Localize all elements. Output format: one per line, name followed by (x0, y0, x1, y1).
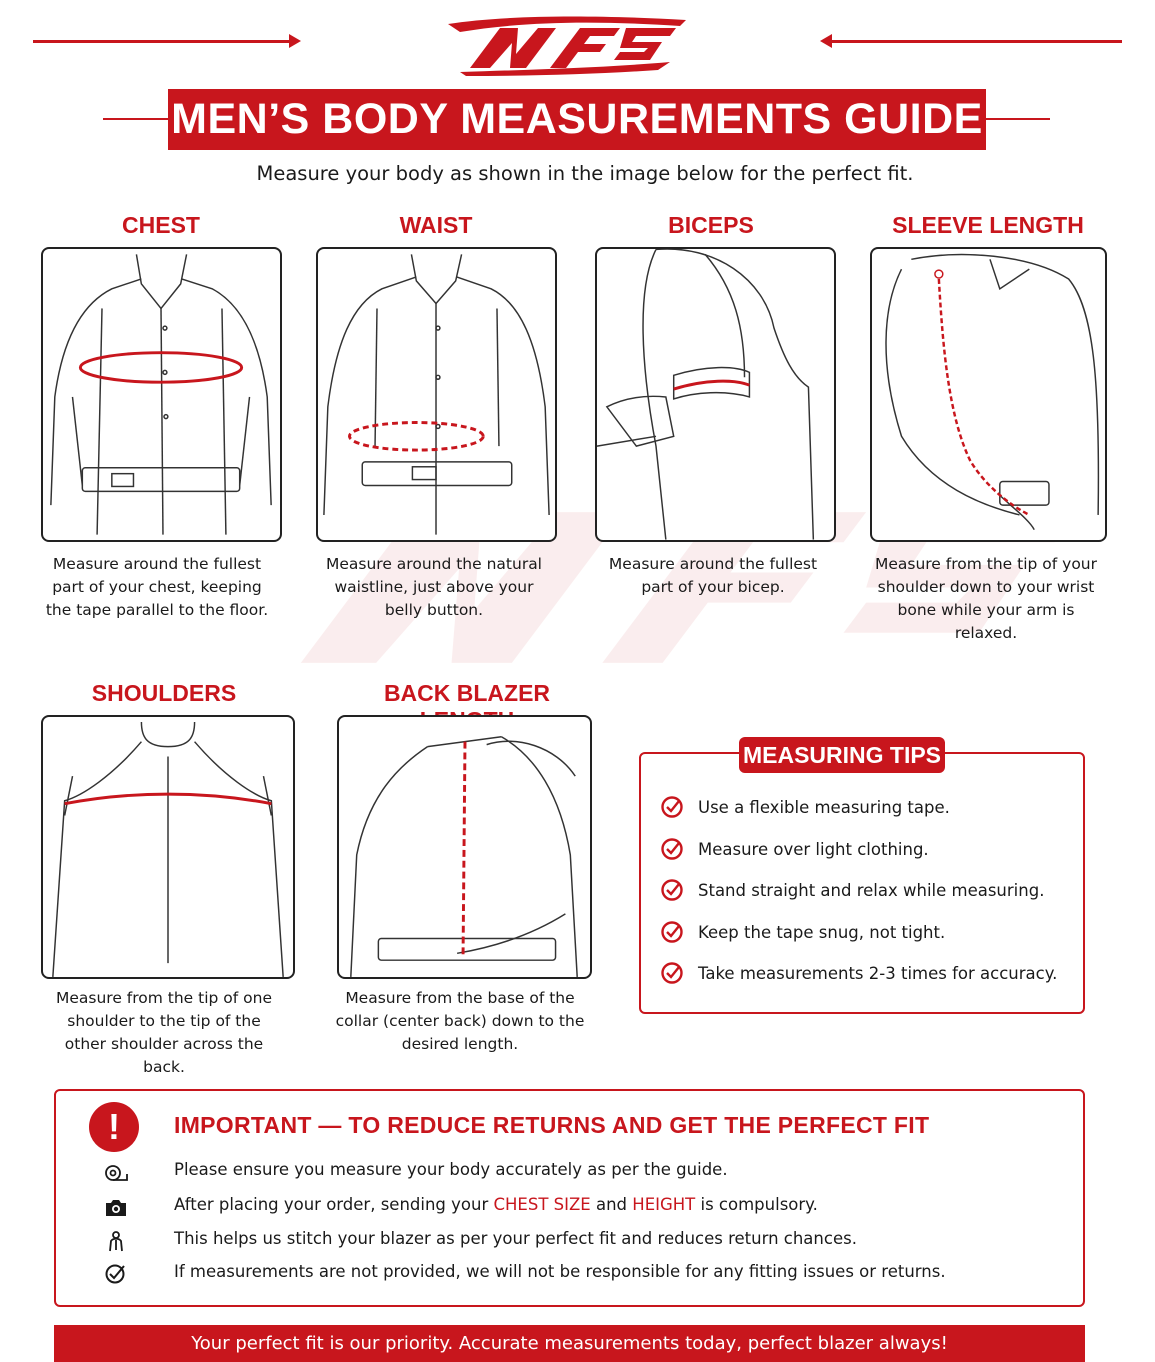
page-subtitle: Measure your body as shown in the image below for the perfect fit. (256, 162, 914, 185)
waist-illustration (316, 247, 557, 542)
important-title: IMPORTANT — TO REDUCE RETURNS AND GET THE PERFECT FIT (174, 1112, 930, 1138)
shoulders-illustration (41, 715, 295, 979)
back-blazer-length-title: BACK BLAZER (383, 680, 551, 706)
tip-item (660, 920, 945, 944)
tip-item (660, 961, 1057, 985)
shoulders-description: Measure from the tip of one shoulder to the tip of the other shoulder across the back. (55, 989, 273, 1076)
tailor-icon (103, 1230, 129, 1252)
check-icon (103, 1263, 129, 1285)
brand-logo (430, 10, 690, 82)
sleeve-length-title: SLEEVE LENGTH (892, 212, 1084, 238)
chest-description: Measure around the fullest part of your chest, keeping the tape parallel to the floor. (45, 555, 269, 619)
tip-text: Stand straight and relax while measuring. (698, 880, 1045, 900)
title-rule-right (982, 118, 1050, 120)
tip-text: Use a flexible measuring tape. (698, 797, 950, 817)
tip-item (660, 795, 950, 819)
header-arrow-left (33, 40, 295, 43)
tip-item (660, 837, 929, 861)
tip-item (660, 878, 1044, 902)
footer-banner: Your perfect fit is our priority. Accurate measurements today, perfect blazer always! (54, 1325, 1085, 1362)
biceps-title: BICEPS (668, 212, 754, 238)
biceps-illustration (595, 247, 836, 542)
tip-text: Measure over light clothing. (698, 839, 929, 859)
waist-description: Measure around the natural waistline, just above your belly button. (326, 555, 542, 619)
back-blazer-length-illustration (337, 715, 592, 979)
check-circle-icon (660, 961, 684, 985)
page-title: MEN’S BODY MEASUREMENTS GUIDE (168, 89, 986, 150)
header-arrow-right (826, 40, 1122, 43)
measuring-tips-title: MEASURING TIPS (739, 737, 945, 773)
sleeve-length-description: Measure from the tip of your shoulder down to your wrist bone while your arm is relaxed. (874, 555, 1098, 642)
biceps-description: Measure around the fullest part of your bicep. (608, 555, 818, 596)
waist-title: WAIST (399, 212, 473, 238)
back-blazer-length-description: Measure from the base of the collar (center back) down to the desired length. (335, 989, 585, 1053)
tip-text: Take measurements 2-3 times for accuracy. (698, 963, 1058, 983)
important-line-2: After placing your order, sending your CHEST SIZE and HEIGHT is compulsory. (174, 1195, 818, 1214)
tip-text: Keep the tape snug, not tight. (698, 922, 946, 942)
important-line-1: Please ensure you measure your body accurately as per the guide. (174, 1160, 728, 1179)
chest-title: CHEST (122, 212, 200, 238)
check-circle-icon (660, 878, 684, 902)
important-line-4: If measurements are not provided, we will not be responsible for any fitting issues or returns. (174, 1262, 946, 1281)
camera-icon (103, 1197, 129, 1219)
height-highlight: HEIGHT (632, 1195, 696, 1214)
sleeve-length-illustration (870, 247, 1107, 542)
title-rule-left (103, 118, 173, 120)
exclamation-icon: ! (89, 1102, 139, 1152)
tape-icon (103, 1162, 129, 1184)
important-line-3: This helps us stitch your blazer as per your perfect fit and reduces return chances. (174, 1229, 857, 1248)
shoulders-title: SHOULDERS (91, 680, 237, 706)
check-circle-icon (660, 795, 684, 819)
chest-size-highlight: CHEST SIZE (493, 1195, 591, 1214)
check-circle-icon (660, 920, 684, 944)
check-circle-icon (660, 837, 684, 861)
chest-illustration (41, 247, 282, 542)
